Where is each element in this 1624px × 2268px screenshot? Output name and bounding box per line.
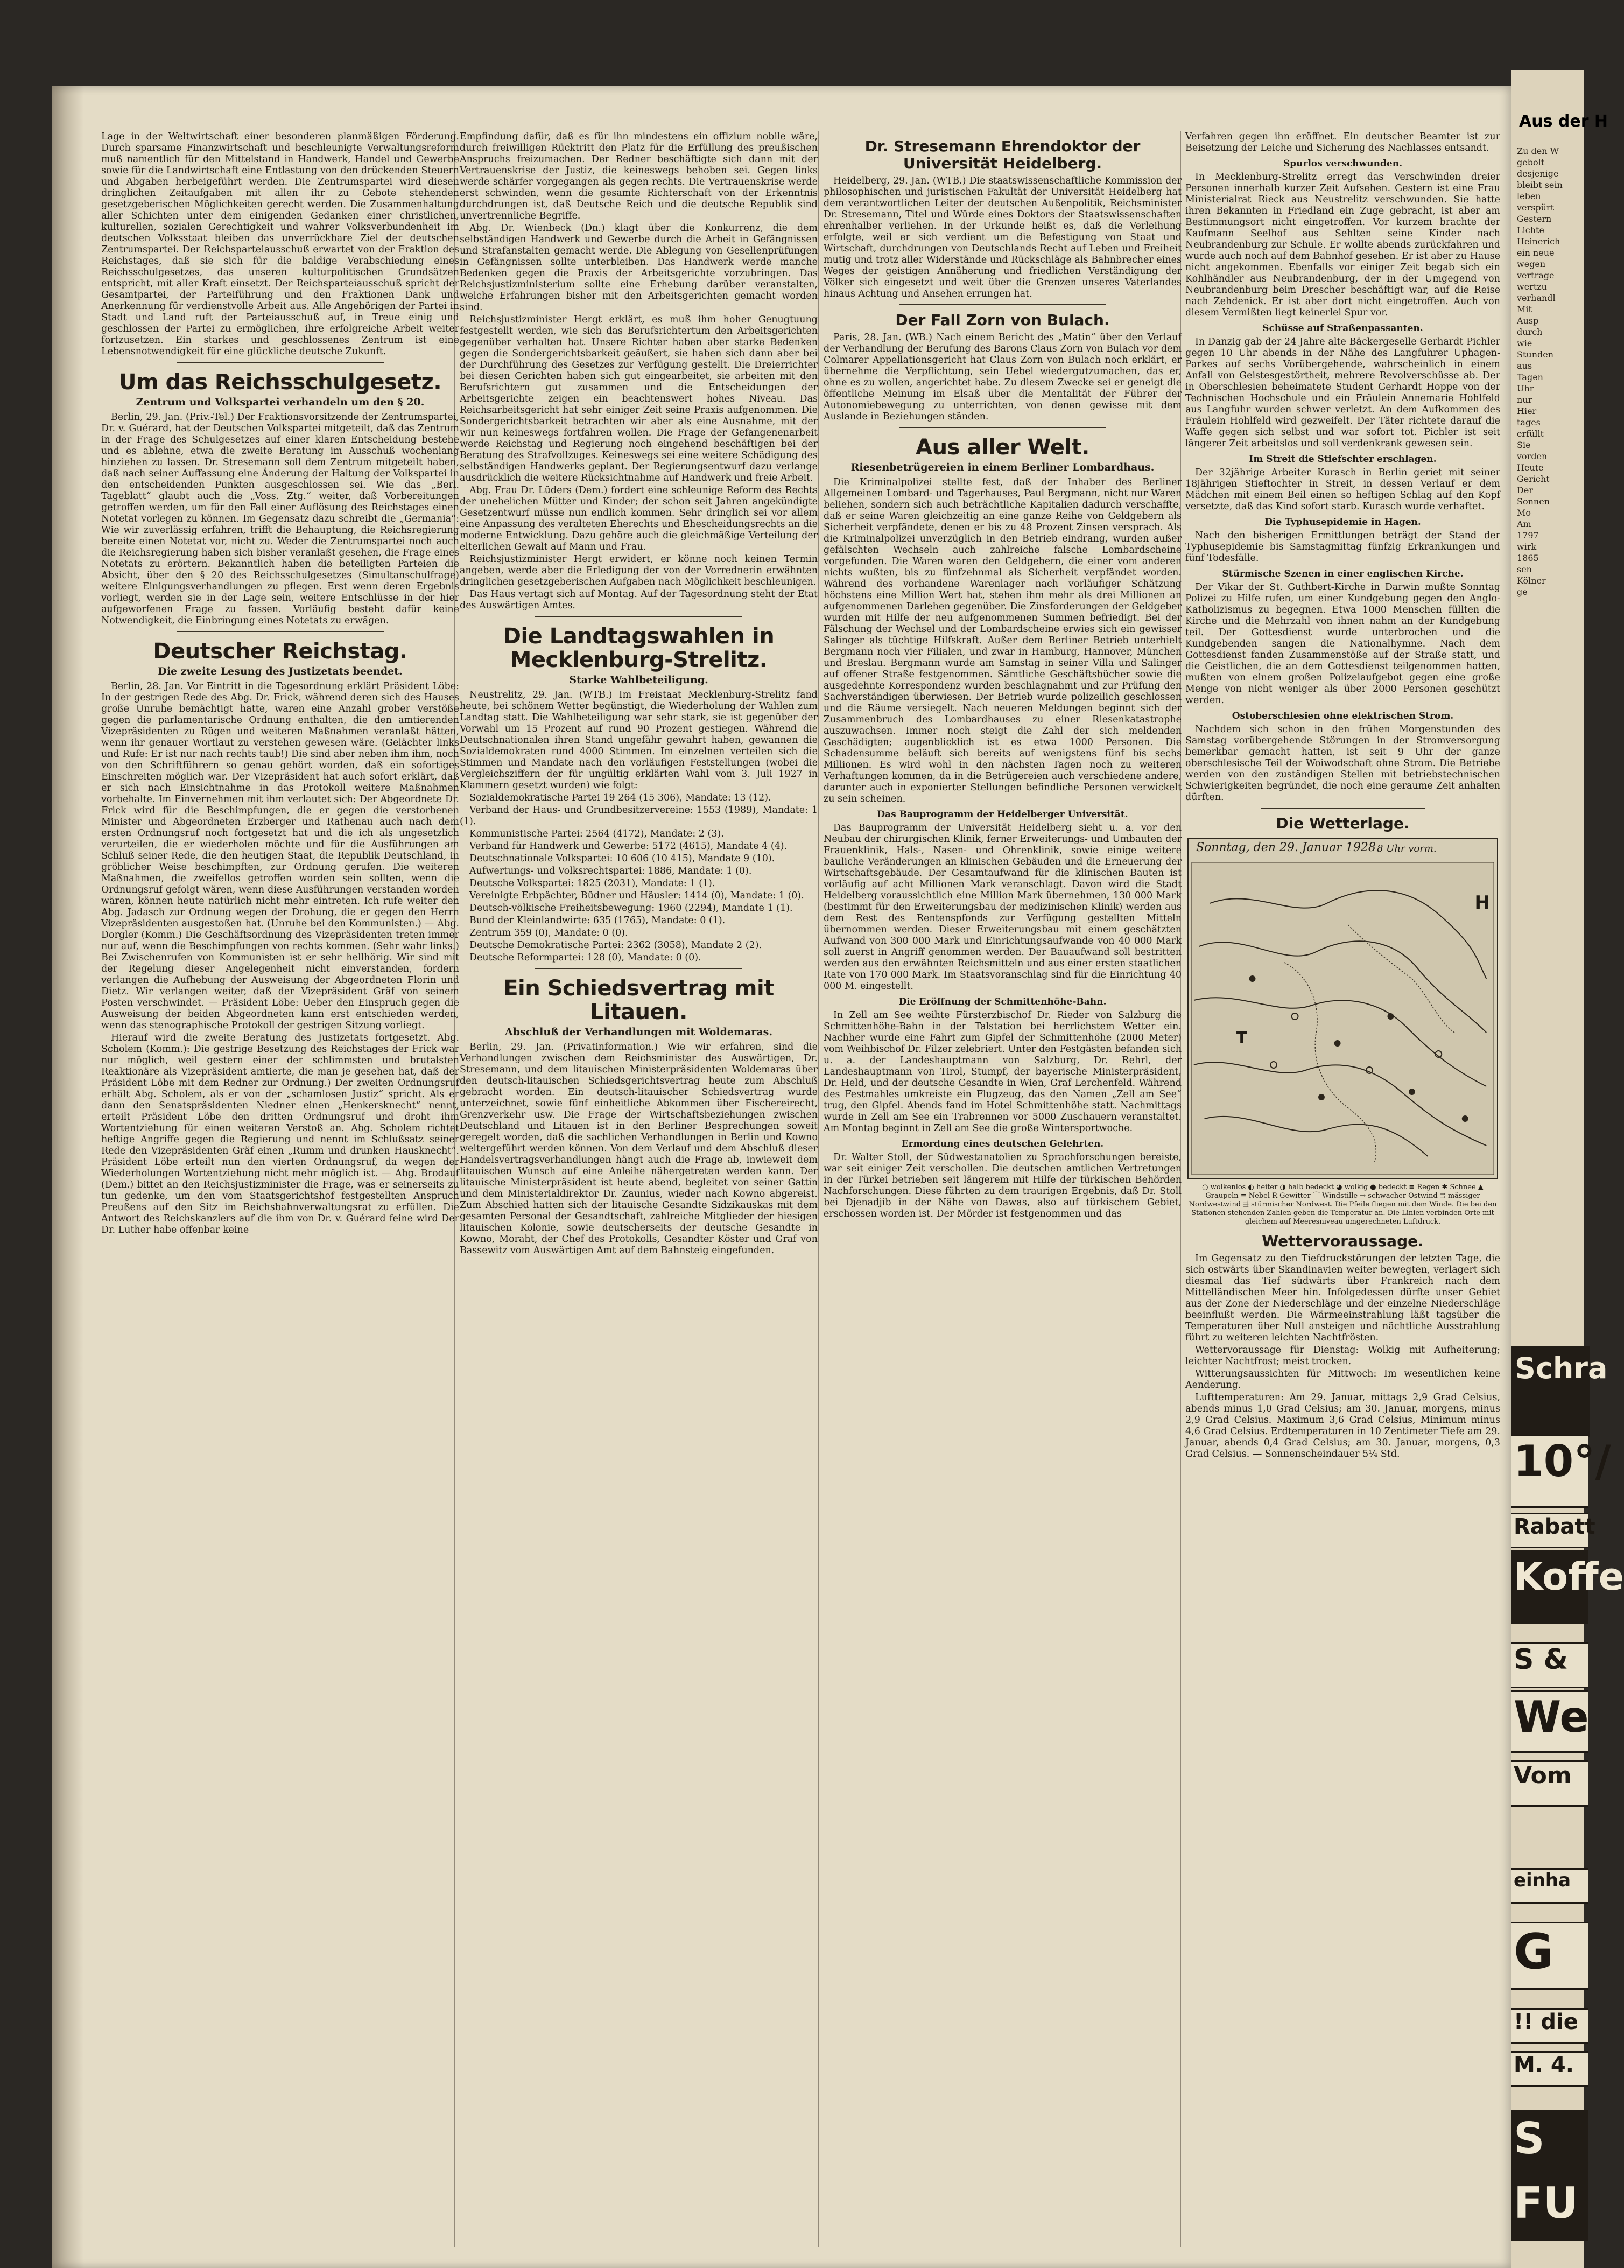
facing-page-line: Heute xyxy=(1517,462,1544,473)
headline-zorn-von-bulach: Der Fall Zorn von Bulach. xyxy=(895,311,1110,329)
ad-block: Rabatt xyxy=(1511,1513,1588,1548)
weather-map-time: 8 Uhr vorm. xyxy=(1377,843,1437,854)
column-4 xyxy=(1185,131,1500,2258)
weather-map xyxy=(1187,838,1498,1179)
article-paragraph: Der Vikar der St. Guthbert-Kirche in Darwin mußte Sonntag Polizei zu Hilfe rufen, um einer Kundgebung gegen den Anglo-Katholizismus zu begegnen. Etwa 1000 Menschen füllten die Kirche und die Mehrzahl von ihnen nahm an der Kundgebung teil. Der Gottesdienst wurde unterbrochen und die Kundgebenden sangen die Nationalhymne. Nach dem Gottesdienst fanden Zusammenstöße auf der Straße statt, und die Geistlichen, die an dem Gottesdienst teilgenommen hatten, mußten von einem großen Polizeiaufgebot gegen eine große Menge von nicht weniger als über 2000 Personen geschützt werden. xyxy=(1185,582,1500,706)
facing-page-line: wie xyxy=(1517,338,1532,348)
facing-page-line: ein neue xyxy=(1517,248,1555,258)
headline-wetterlage: Die Wetterlage. xyxy=(1276,814,1410,832)
facing-page-line: erfüllt xyxy=(1517,429,1544,439)
section-heading: Spurlos verschwunden. xyxy=(1283,158,1403,169)
facing-page-line: leben xyxy=(1517,191,1541,201)
article-paragraph: Heidelberg, 29. Jan. (WTB.) Die staatswissenschaftliche Kommission der philosophischen und juristischen Fakultät der Universität Heidelberg hat dem verantwortlichen Leiter der deutschen Außenpolitik, Reichsminister Dr. Stresemann, Titel und Würde eines Doktors der Staatswissenschaften ehrenhalber verliehen. In der Urkunde heißt es, daß die Verleihung erfolgte, weil er sich verdient um die Befestigung von Staat und Wirtschaft, durchdrungen von Deutschlands Recht auf Leben und Freiheit mutig und trotz aller Widerstände und Rückschläge als Bahnbrecher eines Weges der geistigen Annäherung und friedlichen Verständigung der Völker sich eingesetzt und weit über die Grenzen unseres Vaterlandes hinaus Achtung und Ansehen errungen hat. xyxy=(824,175,1182,299)
result-line: Aufwertungs- und Volksrechtspartei: 1886, Mandate: 1 (0). xyxy=(469,866,752,876)
divider xyxy=(899,427,1106,428)
headline-aus-aller-welt: Aus aller Welt. xyxy=(916,435,1089,460)
ad-block: einha xyxy=(1511,1868,1588,1904)
subheadline: Abschluß der Verhandlungen mit Woldemaras. xyxy=(505,1026,772,1038)
column-1 xyxy=(101,131,459,2258)
article-paragraph: Dr. Walter Stoll, der Südwestanatolien zu Sprachforschungen bereiste, war seit einiger Zeit verschollen. Die deutschen amtlichen Vertretungen in der Türkei betrieben seit längerem mit Hilfe der türkischen Behörden Nachforschungen. Diese führten zu dem traurigen Ergebnis, daß Dr. Stoll bei Djenadjib in der Nähe von Dawas, also auf türkischem Gebiet, erschossen worden ist. Der Mörder ist festgenommen und das xyxy=(824,1152,1182,1219)
result-line: Deutsche Volkspartei: 1825 (2031), Mandate: 1 (1). xyxy=(469,878,715,889)
article-paragraph: Wettervoraussage für Dienstag: Wolkig mit Aufheiterung; leichter Nachtfrost; meist trocken. xyxy=(1185,1345,1500,1367)
divider xyxy=(535,616,742,617)
facing-page-edge xyxy=(1511,70,1624,2268)
column-rule xyxy=(818,131,819,2247)
section-heading: Stürmische Szenen in einer englischen Kirche. xyxy=(1222,568,1464,579)
facing-page-line: 1865 xyxy=(1517,553,1539,563)
article-paragraph: Der 32jährige Arbeiter Kurasch in Berlin geriet mit seiner 18jährigen Stieftochter in Streit, in dessen Verlauf er dem Mädchen mit einem Beil einen so heftigen Schlag auf den Kopf versetzte, daß das Kind sofort starb. Kurasch wurde verhaftet. xyxy=(1185,467,1500,512)
section-heading: Ermordung eines deutschen Gelehrten. xyxy=(901,1139,1104,1149)
result-line: Bund der Kleinlandwirte: 635 (1765), Mandate: 0 (1). xyxy=(469,915,726,926)
ad-block: Schra xyxy=(1511,1346,1590,1437)
column-2 xyxy=(460,131,818,2258)
headline-stresemann: Dr. Stresemann Ehrendoktor der Universität Heidelberg. xyxy=(864,137,1141,172)
section-heading: Die Typhusepidemie in Hagen. xyxy=(1264,517,1421,528)
facing-page-line: desjenige xyxy=(1517,168,1559,179)
facing-page-line: Lichte xyxy=(1517,225,1544,235)
article-paragraph: Berlin, 28. Jan. Vor Eintritt in die Tagesordnung erklärt Präsident Löbe: In der gestrigen Rede des Abg. Dr. Frick, während deren sich des Hauses große Unruhe bemächtigt hatte, waren eine Anzahl grober Verstöße gegen die parlamentarische Ordnung enthalten, die den amtierenden Vizepräsidenten zu Rügen und weiteren Maßnahmen veranlaßt hätten, wenn ihr genauer Wortlaut zu verstehen gewesen wäre. (Gelächter links und Rufe: Er ist nur nach rechts taub!) Die sind aber neben ihm ihm, noch von den Schriftführern so genau gehört worden, daß ein sofortiges Einschreiten möglich war. Der Vizepräsident hat auch sofort erklärt, daß er sich nach Einsichtnahme in das Protokoll weitere Maßnahmen vorbehalte. Im Einvernehmen mit ihm verlautet sich: Der Abgeordnete Dr. Frick wird für die Beschimpfungen, die er gegen die verstorbenen Minister und Abgeordneten Erzberger und Rathenau auch nach dem ersten Ordnungsruf noch fortgesetzt hat und die ich als ungesetzlich verurteilen, die er wiederholen möchte und für die Ausführungen am Schluß seiner Rede, die den heutigen Staat, die Republik Deutschland, in gröblicher Weise beschimpften, zur Ordnung gerufen. Die weiteren Maßnahmen, die zweifellos getroffen worden sein sollten, wenn die Ordnungsruf gefolgt wären, wenn diese Ausführungen verstanden worden wären, können heute natürlich nicht mehr eintreten. Ich rufe weiter den Abg. Jadasch zur Ordnung wegen der Drohung, die er gegen den Herrn Vizepräsidenten ausgestoßen hat. (Unruhe bei den Kommunisten.) — Abg. Dorgler (Komm.) Die Geschäftsordnung des Vizepräsidenten treten immer nur auf, wenn die Beschimpfungen von rechts kommen. (Sehr wahr links.) Bei Zwischenrufen von Kommunisten ist er sehr hellhörig. Wir sind mit der Regelung dieser Angelegenheit nicht einverstanden, fordern verlangen die Aufhebung der Ausweisung der Abgeordneten Florin und Dietz. Wir verlangen weiter, daß der Vizepräsident Gräf von seinem Posten verschwindet. — Präsident Löbe: Ueber den Einspruch gegen die Ausweisung der beiden Abgeordneten kann erst entschieden werden, wenn das stenographische Protokoll der gestrigen Sitzung vorliegt. xyxy=(101,681,459,1031)
facing-page-line: ge xyxy=(1517,587,1528,597)
facing-page-line: durch xyxy=(1517,327,1543,337)
weather-map-date: Sonntag, den 29. Januar 1928. xyxy=(1196,841,1380,854)
facing-page-line: Uhr xyxy=(1517,383,1534,394)
article-paragraph: Hierauf wird die zweite Beratung des Justizetats fortgesetzt. Abg. Scholem (Komm.): Die gestrige Besetzung des Reichstages der Frick war nur möglich, weil gestern einer der schlimmsten und brutalsten Reaktionäre als Vizepräsident amtierte, die man je gesehen hat, daß der Präsident Löbe mit dem Redner zur Ordnung.) Der zweiten Ordnungsruf erhält Abg. Scholem, als er von der „schamlosen Justiz“ spricht. Als er dann den Senatspräsidenten Niedner einen „Henkersknecht“ nennt, erteilt Präsident Löbe den dritten Ordnungsruf und droht ihm Wortentziehung für einen weiteren Verstoß an. Abg. Scholem richtet heftige Angriffe gegen die Regierung und nennt im Schlußsatz seiner Rede den Vizepräsidenten Gräf einen „Rumm und drunken Hausknecht“. Präsident Löbe erteilt nun den vierten Ordnungsruf, da wegen der Wiederholungen Wortentziehung nicht mehr möglich ist. — Abg. Brodauf (Dem.) bittet an den Reichsjustizminister die Frage, was er seinerseits zu tun gedenke, um den vom Staatsgerichtshof festgestellten Anspruch Preußens auf den Sitz im Reichsbahnverwaltungsrat zu erfüllen. Die Antwort des Reichskanzlers auf die ihm von Dr. v. Guérard feine wird Der Dr. Luther habe offenbar keine xyxy=(101,1033,459,1235)
svg-text:T: T xyxy=(1236,1028,1248,1048)
result-line: Deutsch-völkische Freiheitsbewegung: 1960 (2294), Mandate 1 (1). xyxy=(469,903,793,914)
headline-schiedsvertrag: Ein Schiedsvertrag mit Litauen. xyxy=(503,976,774,1024)
weather-legend: ○ wolkenlos ◐ heiter ◑ halb bedeckt ◕ wolkig ● bedeckt ≡ Regen ✱ Schnee ▲ Graupeln ≡ Nebel R Gewitter ⌒ Windstille → schwacher Ostwind ⇉ mässiger Nordwestwind ⇶ stürmischer Nordwest. Die Pfeile fliegen mit dem Winde. Die bei den Stationen stehenden Zahlen geben die Temperatur an. Die Linien verbinden Orte mit gleichem auf Meeresniveau umgerechneten Luftdruck. xyxy=(1189,1183,1497,1226)
section-heading: Im Streit die Stiefschter erschlagen. xyxy=(1249,454,1437,465)
subheadline: Die zweite Lesung des Justizetats beendet. xyxy=(158,665,403,677)
article-paragraph: In Zell am See weihte Fürsterzbischof Dr. Rieder von Salzburg die Schmittenhöhe-Bahn in der Talstation bei herrlichstem Wetter ein. Nachher wurde eine Fahrt zum Gipfel der Schmittenhöhe (2000 Meter) vom Weihbischof Dr. Filzer zelebriert. Unter den Festgästen befanden sich u. a. der Landeshauptmann von Salzburg, Dr. Rehrl, der Landeshauptmann von Tirol, Stumpf, der bayerische Ministerpräsident, Dr. Held, und der deutsche Gesandte in Wien, Graf Lerchenfeld. Während des Festmahles umkreiste ein Flugzeug, das den Namen „Zell am See“ trug, den Gipfel. Abends fand im Hotel Schmittenhöhe statt. Nachmittags wurde in Zell am See ein Trabrennen vor 5000 Zuschauern veranstaltet. Am Montag beginnt in Zell am See die große Wintersportwoche. xyxy=(824,1010,1182,1134)
ad-block: S xyxy=(1511,2110,1588,2176)
article-paragraph: Empfindung dafür, daß es für ihn mindestens ein offizium nobile wäre, durch freiwilligen Rücktritt den Platz für die Erfüllung des preußischen Anspruchs freizumachen. Der Redner beschäftigte sich dann mit der Vertrauenskrise der Justiz, die keineswegs behoben sei. Gegen links werde schärfer vorgegangen als gegen rechts. Die Vertrauenskrise werde erst schwinden, wenn die gesamte Richterschaft von der Erkenntnis durchdrungen ist, daß Deutsche Reich und die deutsche Republik sind unvertrennliche Begriffe. xyxy=(460,131,818,221)
article-paragraph: Witterungsaussichten für Mittwoch: Im wesentlichen keine Aenderung. xyxy=(1185,1368,1500,1391)
column-3 xyxy=(824,131,1182,2258)
article-paragraph: Das Haus vertagt sich auf Montag. Auf der Tagesordnung steht der Etat des Auswärtigen Amtes. xyxy=(460,589,818,611)
headline-reichstag: Deutscher Reichstag. xyxy=(153,639,407,664)
divider xyxy=(177,362,384,363)
divider xyxy=(899,304,1106,305)
facing-page-line: verspürt xyxy=(1517,202,1554,213)
facing-page-line: Kölner xyxy=(1517,575,1546,586)
facing-page-line: Sonnen xyxy=(1517,496,1550,507)
facing-page-line: vorden xyxy=(1517,451,1548,461)
ad-block: Koffe xyxy=(1511,1550,1588,1624)
divider xyxy=(535,968,742,969)
article-paragraph: Abg. Dr. Wienbeck (Dn.) klagt über die Konkurrenz, die dem selbständigen Handwerk und Gewerbe durch die Arbeit in Gefängnissen und Strafanstalten gemacht werde. Die Ablegung von Gesellenprüfungen in Gefängnissen sollte unterbleiben. Das Handwerk werde manche Bedenken gegen die Praxis der Arbeitsgerichte vorzubringen. Das Reichsjustizministerium sollte eine Erhebung darüber veranstalten, welche Erfahrungen bisher mit den Arbeitsgerichten gemacht worden sind. xyxy=(460,223,818,313)
facing-page-line: nur xyxy=(1517,395,1532,405)
headline-wettervoraussage: Wettervoraussage. xyxy=(1262,1232,1424,1250)
section-heading: Schüsse auf Straßenpassanten. xyxy=(1262,323,1423,334)
divider xyxy=(177,631,384,632)
facing-page-line: Gericht xyxy=(1517,474,1550,484)
article-paragraph: Das Bauprogramm der Universität Heidelberg sieht u. a. vor den Neubau der chirurgischen Klinik, ferner Erweiterungs- und Umbauten der Frauenklinik, Hals-, Nasen- und Ohrenklinik, sowie einige weitere bauliche Veränderungen an klinischen Gebäuden und die Erneuerung der Wirtschaftsgebäude. Der Gesamtaufwand für die klinischen Bauten ist vorläufig auf acht Millionen Mark veranschlagt. Davon wird die Stadt Heidelberg voraussichtlich eine Million Mark übernehmen, 130 000 Mark (bestimmt für den Erweiterungsbau der medizinischen Klinik) werden aus dem Rest des Rentenspfonds zur Verfügung gestellten Mitteln übernommen werden. Dieser Erweiterungsbau mit einem geschätzten Aufwand von 300 000 Mark und Einrichtungsaufwande von 40 000 Mark soll zuerst in Angriff genommen werden. Der Bauaufwand soll bestritten werden aus den erwähnten Reichsmitteln und aus einer ersten staatlichen Rate von 170 000 Mark. Im Staatsvoranschlag sind für die Einrichtung 40 000 M. eingestellt. xyxy=(824,823,1182,992)
facing-page-line: wirk xyxy=(1517,542,1537,552)
facing-page-line: gebolt xyxy=(1517,157,1545,167)
result-line: Deutsche Reformpartei: 128 (0), Mandate: 0 (0). xyxy=(469,952,701,963)
facing-page-line: Zu den W xyxy=(1517,146,1559,156)
facing-page-line: wertzu xyxy=(1517,282,1547,292)
article-paragraph: Verfahren gegen ihn eröffnet. Ein deutscher Beamter ist zur Beisetzung der Leiche und Sicherung des Nachlasses entsandt. xyxy=(1185,131,1500,153)
ad-block: !! die xyxy=(1511,2008,1588,2044)
article-paragraph: Berlin, 29. Jan. (Privatinformation.) Wie wir erfahren, sind die Verhandlungen zwischen dem Reichsminister des Auswärtigen, Dr. Stresemann, und dem litauischen Ministerpräsidenten Woldemaras über den deutsch-litauischen Schiedsgerichtsvertrag heute zum Abschluß gebracht worden. Ein deutsch-litauischer Schiedsvertrag wurde unterzeichnet, sowie fünf einheitliche Abkommen über Fischereirecht, Grenzverkehr usw. Die Frage der Wirtschaftsbeziehungen zwischen Deutschland und Litauen ist in den Berliner Besprechungen soweit geregelt worden, daß die sachlichen Verhandlungen in Berlin und Kowno weitergeführt werden können. Von dem Verlauf und dem Abschluß dieser Handelsvertragsverhandlungen hängt auch die Frage ab, inwieweit dem litauischen Wunsch auf eine Anleihe nähergetreten werden kann. Der litauische Ministerpräsident ist heute abend, begleitet von seiner Gattin und dem Ministerialdirektor Dr. Zaunius, wieder nach Kowno abgereist. Zum Abschied hatten sich der litauische Gesandte Sidzikauskas mit dem gesamten Personal der Gesandtschaft, zahlreiche Mitglieder der hiesigen litauischen Kolonie, sowie deutscherseits der deutsche Gesandte in Kowno, Moraht, der Chef des Protokolls, Gesandter Köster und Graf von Bassewitz vom Auswärtigen Amt auf dem Bahnsteig eingefunden. xyxy=(460,1042,818,1256)
facing-page-line: Ausp xyxy=(1517,315,1539,326)
facing-page-line: bleibt sein xyxy=(1517,180,1563,190)
facing-page-line: aus xyxy=(1517,361,1532,371)
facing-page-line: Gestern xyxy=(1517,214,1552,224)
ad-block: 10°/ xyxy=(1511,1435,1588,1508)
facing-page-line: Tagen xyxy=(1517,372,1543,382)
result-line: Zentrum 359 (0), Mandate: 0 (0). xyxy=(469,928,628,938)
svg-text:H: H xyxy=(1474,891,1490,914)
facing-page-line: Stunden xyxy=(1517,349,1554,360)
weather-map-drawing xyxy=(1189,839,1497,1178)
result-line: Vereinigte Erbpächter, Büdner und Häusler: 1414 (0), Mandate: 1 (0). xyxy=(469,890,804,901)
ad-block: Vom xyxy=(1511,1760,1588,1807)
ad-block: G xyxy=(1511,1922,1588,1990)
facing-page-line: verhandl xyxy=(1517,293,1556,303)
facing-page-headline: Aus der H xyxy=(1519,112,1608,131)
article-paragraph: Berlin, 29. Jan. (Priv.-Tel.) Der Fraktionsvorsitzende der Zentrumspartei, Dr. v. Guérard, hat der Deutschen Volkspartei mitgeteilt, daß das Zentrum in der Frage des Schulgesetzes auf einer klaren Entscheidung bestehe und es ablehne, etwa die zweite Beratung im Ausschuß wochenlang hinziehen zu lassen. Dr. Stresemann soll dem Zentrum mitgeteilt haben, daß nach seiner Auffassung eine Änderung der Haltung der Volkspartei in den entscheidenden Punkten ausgeschlossen sei. Wie das „Berl. Tageblatt“ glaubt auch die „Voss. Ztg.“ weiter, daß Vorbereitungen getroffen werden, um für den Fall einer Auflösung des Reichstages einen Notetat vorlegen zu können. Im Gegensatz dazu schreibt die „Germania“: Wie wir zuverlässig erfahren, trifft die Behauptung, die Reichsregierung bereite einen Notetat vor, nicht zu. Weder die Zentrumspartei noch auch die Reichsregierung haben sich bisher veranlaßt gesehen, die Frage eines Notetats zu erörtern. Bekanntlich haben die beteiligten Parteien die Absicht, über den § 20 des Reichsschulgesetzes (Simultanschulfrage) weitere Einigungsverhandlungen zu pflegen. Erst wenn deren Ergebnis vorliegt, werden sie in der Lage sein, weitere Entschlüsse in der hier aufgeworfenen Frage zu fassen. Vorläufig besteht dafür keine Notwendigkeit, die Einbringung eines Notetats zu erwägen. xyxy=(101,412,459,626)
facing-page-line: Sie xyxy=(1517,440,1531,450)
article-paragraph: Lage in der Weltwirtschaft einer besonderen planmäßigen Förderung. Durch sparsame Finanzwirtschaft und beschleunigte Verwaltungsreform muß namentlich für den Mittelstand in Handwerk, Handel und Gewerbe sowie für die Landwirtschaft eine Entlastung von den drückenden Steuern und Abgaben herbeigeführt werden. Die Zentrumspartei wird diesen dringlichen Zeitaufgaben mit allen ihr zu Gebote stehenden gesetzgeberischen Möglichkeiten gerecht werden. Die Zusammenhaltung aller Schichten unter dem einigenden Gedanken einer christlichen, kulturellen, sozialen Gerechtigkeit und wahrer Volksverbundenheit im deutschen Volksstaat bleiben das unverrückbare Ziel der deutschen Zentrumspartei. Der Reichsparteiausschuß erwartet von der Fraktion des Reichstages, daß sie sich für die baldige Verabschiedung eines Reichsschulgesetzes, das unseren kulturpolitischen Grundsätzen entspricht, mit aller Kraft einsetzt. Der Reichsparteiausschuß spricht der Gesamtpartei, der Parteiführung und den Fraktionen Dank und Anerkennung für verdienstvolle Arbeit aus. Alle Angehörigen der Partei in Stadt und Land ruft der Parteiausschuß auf, in Treue einig und geschlossen der Partei zu ermöglichen, ihre erfolgreiche Arbeit weiter fortzusetzen. Ein starkes und geschlossenes Zentrum ist eine Lebensnotwendigkeit für eine glückliche deutsche Zukunft. xyxy=(101,131,459,357)
newspaper-page xyxy=(52,86,1511,2268)
ad-block: We xyxy=(1511,1690,1588,1753)
article-paragraph: Die Kriminalpolizei stellte fest, daß der Inhaber des Berliner Allgemeinen Lombard- und Tagerhauses, Paul Bergmann, nicht nur Waren beliehen, sondern sich auch beträchtliche Kapitalien dadurch verschaffte, daß er seine Waren gleichzeitig an eine ganze Reihe von Geldgebern als Sicherheit verpfändete, denen er bis zu 48 Prozent Zinsen versprach. Als die Kriminalpolizei unverzüglich in den Betrieb eindrang, wurden außer gefälschten Wechseln auch zahlreiche falsche Lombardscheine vorgefunden. Die Waren waren den Geldgebern, die einer vom anderen nichts wußten, bis zu fünfzehnmal als Sicherheit verpfändet worden. Während des vorhandene Warenlager nach vorläufiger Schätzung höchstens eine Million Wert hat, stehen ihm mehr als drei Millionen an aufgenommenen Darlehen gegenüber. Die Zinsforderungen der Geldgeber wurden mit Hilfe der neu aufgenommenen Summen befriedigt. Bei der Fälschung der Wechsel und der Lombardscheine erwies sich ein gewisser Salinger als tüchtige Hilfskraft. Außer dem Berliner Betrieb unterhielt Bergmann noch vier Filialen, und zwar in Hamburg, Hannover, München und Breslau. Bergmann wurde am Samstag in seiner Villa und Salinger auf offener Straße festgenommen. Sämtliche Geschäftsbücher sowie die ausgedehnte Korrespondenz wurden beschlagnahmt und zur Prüfung den Sachverständigen überwiesen. Der Betrieb wurde polizeilich geschlossen und die Räume versiegelt. Nach neueren Meldungen beginnt sich der Zusammenbruch des Lombardhauses zu einer Riesenkatastrophe auszuwachsen. Immer noch steigt die Zahl der sich meldenden Geschädigten; augenblicklich ist es etwa 1000 Personen. Die Schadensumme beläuft sich bereits auf wenigstens fünf bis sechs Millionen. Es wird wohl in den nächsten Tagen noch zu weiteren Verhaftungen kommen, da in die Betrügereien auch verschiedene andere, darunter auch in exponierter Stellungen befindliche Personen verwickelt zu sein scheinen. xyxy=(824,477,1182,804)
article-paragraph: Lufttemperaturen: Am 29. Januar, mittags 2,9 Grad Celsius, abends minus 1,0 Grad Celsius; am 30. Januar, morgens, minus 2,9 Grad Celsius. Maximum 3,6 Grad Celsius, Minimum minus 4,6 Grad Celsius. Erdtemperaturen in 10 Zentimeter Tiefe am 29. Januar, abends 0,4 Grad Celsius; am 30. Januar, morgens, 0,3 Grad Celsius. — Sonnenscheindauer 5¼ Std. xyxy=(1185,1392,1500,1459)
result-line: Verband für Handwerk und Gewerbe: 5172 (4615), Mandate 4 (4). xyxy=(469,841,788,852)
headline-landtagswahlen: Die Landtagswahlen in Mecklenburg-Strelitz. xyxy=(503,624,775,672)
facing-page-line: Hier xyxy=(1517,406,1537,416)
result-line: Deutschnationale Volkspartei: 10 606 (10 415), Mandate 9 (10). xyxy=(469,853,775,864)
facing-page-text xyxy=(1517,145,1584,598)
article-paragraph: Im Gegensatz zu den Tiefdruckstörungen der letzten Tage, die sich ostwärts über Skandinavien weiter bewegten, verlagert sich diesmal das Tief südwärts über Frankreich nach dem Mittelländischen Meer hin. Infolgedessen dürfte unser Gebiet aus der Zone der Niederschläge und der einzelne Niederschläge beeinflußt werden. Die Wärmeeinstrahlung läßt tagsüber die Temperaturen über Null ansteigen und nächtliche Ausstrahlung führt zu weiteren leichten Nachtfrösten. xyxy=(1185,1253,1500,1343)
facing-page-line: Der xyxy=(1517,485,1533,495)
ad-block: S & xyxy=(1511,1642,1588,1688)
headline-reichsschulgesetz: Um das Reichsschulgesetz. xyxy=(118,370,442,395)
facing-page-line: sen xyxy=(1517,564,1532,574)
facing-page-line: vertrage xyxy=(1517,270,1555,280)
article-paragraph: In Mecklenburg-Strelitz erregt das Verschwinden dreier Personen innerhalb kurzer Zeit Aufsehen. Gestern ist eine Frau Ministerialrat Rieck aus Neustrelitz verschwunden. Sie hatte ihren Bekannten in Friedland ein Zuge gebracht, ist aber am Bestimmungsort nicht eingetroffen. Vor kurzem brachte der Kaufmann Seelhof aus Sehlten seine Kinder nach Neubrandenburg zur Schule. Er wollte abends zurückfahren und wurde auch noch auf dem Bahnhof gesehen. Er ist aber zu Hause nicht angekommen. Ebenfalls vor einiger Zeit begab sich ein Kohlhändler aus Neubrandenburg, der in der Umgegend von Neubrandenburg beim Drescher beschäftigt war, auf die Reise nach Zehdenick. Er ist aber dort nicht eingetroffen. Auch von diesem Vermißten liegt keinerlei Spur vor. xyxy=(1185,172,1500,318)
section-heading: Das Bauprogramm der Heidelberger Universität. xyxy=(877,809,1128,820)
facing-page-line: Mit xyxy=(1517,304,1532,314)
facing-page-line: Am xyxy=(1517,519,1531,529)
result-line: Deutsche Demokratische Partei: 2362 (3058), Mandate 2 (2). xyxy=(469,940,762,951)
facing-page-line: Mo xyxy=(1517,508,1531,518)
article-paragraph: Neustrelitz, 29. Jan. (WTB.) Im Freistaat Mecklenburg-Strelitz fand heute, bei schönem Wetter begünstigt, die Wiederholung der Wahlen zum Landtag statt. Die Wahlbeteiligung war sehr stark, sie ist gegenüber der Vorwahl um 15 Prozent auf rund 90 Prozent gestiegen. Während die Deutschnationalen ihren Stand ungefähr gewahrt haben, gewannen die Sozialdemokraten rund 4000 Stimmen. Im einzelnen verteilen sich die Stimmen und Mandate nach den vorläufigen Feststellungen (wobei die Vergleichsziffern der für ungültig erklärten Wahl vom 3. Juli 1927 in Klammern gesetzt wurden) wie folgt: xyxy=(460,690,818,791)
subheadline: Riesenbetrügereien in einem Berliner Lombardhaus. xyxy=(850,461,1155,473)
article-paragraph: In Danzig gab der 24 Jahre alte Bäckergeselle Gerhardt Pichler gegen 10 Uhr abends in der Nähe des Langfuhrer Uphagen-Parkes auf sechs Vorübergehende, wahrscheinlich in einem Anfall von Geistesgestörtheit, mehrere Revolverschüsse ab. Der in Oberschlesien beheimatete Student Gerhardt Hoppe von der Technischen Hochschule und ein Fräulein Annemarie Hohlfeld aus Langfuhr wurden schwer verletzt. An dem Aufkommen des Fräulein Hohlfeld wird gezweifelt. Der Täter richtete darauf die Waffe gegen sich selbst und war sofort tot. Pichler ist seit längerer Zeit arbeitslos und soll verdenkrank gewesen sein. xyxy=(1185,336,1500,449)
subheadline: Starke Wahlbeteiligung. xyxy=(569,674,708,686)
article-paragraph: Nach den bisherigen Ermittlungen beträgt der Stand der Typhusepidemie bis Samstagmittag fünfzig Erkrankungen und fünf Todesfälle. xyxy=(1185,530,1500,564)
article-paragraph: Reichsjustizminister Hergt erklärt, es muß ihm hoher Genugtuung festgestellt werden, wie sich das Berufsrichtertum den Arbeitsgerichten gegenüber verhalten hat. Unsere Richter haben aber starke Bedenken gegen die Sondergerichtsbarkeit geäußert, sie haben sich dann aber bei der Durchführung des Gesetzes zur Verfügung gestellt. Die Dreierrichter bei diesen Gerichten haben sich gut eingearbeitet, sie arbeiten mit den Berufsrichtern gut zusammen und die Entscheidungen der Arbeitsgerichte zeigen ein beachtenswert hohes Niveau. Das Reichsarbeitsgericht hat sehr einiger Zeit seine Praxis aufgenommen. Die Sondergerichtsbarkeit betrachten wir aber als eine Ausnahme, mit der wir nun keineswegs fortfahren wollen. Die Frage der Gefangenenarbeit werde Reichstag und Regierung noch eingehend beschäftigen bei der Beratung des Strafvollzuges. Keineswegs sei eine weitere Schädigung des selbständigen Handwerks geplant. Der Regierungsentwurf dazu verlange ausdrücklich die weitere Rücksichtnahme auf Handwerk und freie Arbeit. xyxy=(460,314,818,483)
subheadline: Zentrum und Volkspartei verhandeln um den § 20. xyxy=(136,396,425,408)
facing-page-line: 1797 xyxy=(1517,530,1539,540)
ad-block: M. 4. xyxy=(1511,2051,1588,2087)
article-paragraph: Paris, 28. Jan. (WB.) Nach einem Bericht des „Matin“ über den Verlauf der Verhandlung der Berufung des Barons Claus Zorn von Bulach vor dem Colmarer Appellationsgericht hat Claus Zorn von Bulach noch erklärt, er übernehme die Verpflichtung, sein Uebel wiedergutzumachen, das er, ohne es zu wollen, angerichtet habe. Zu diesem Zwecke sei er geneigt die öffentliche Meinung im Elsaß über die Mentalität der Führer der Autonomiebewegung zu unterrichten, von denen gewisse mit dem Auslande in Beziehungen ständen. xyxy=(824,332,1182,422)
facing-page-line: wegen xyxy=(1517,259,1546,269)
divider xyxy=(1261,808,1425,809)
ad-block: FU xyxy=(1511,2175,1588,2241)
article-paragraph: Reichsjustizminister Hergt erwidert, er könne noch keinen Termin angeben, werde aber die Erledigung der von der Vorrednerin erwähnten dringlichen gesetzgeberischen Aufgaben nach Möglichkeit beschleunigen. xyxy=(460,554,818,587)
result-line: Verband der Haus- und Grundbesitzervereine: 1553 (1989), Mandate: 1 (1). xyxy=(460,805,818,827)
facing-page-line: Heinerich xyxy=(1517,236,1560,247)
section-heading: Ostoberschlesien ohne elektrischen Strom. xyxy=(1232,711,1454,721)
article-paragraph: Abg. Frau Dr. Lüders (Dem.) fordert eine schleunige Reform des Rechts der unehelichen Mütter und Kinder; der schon seit Jahren angekündigte Gesetzentwurf müsse nun endlich kommen. Sehr dringlich sei vor allem eine Anpassung des veralteten Eherechts und Ehescheidungsrechts an die moderne Entwicklung. Dazu gehöre auch die gleichmäßige Verteilung der elterlichen Gewalt auf Mann und Frau. xyxy=(460,485,818,552)
article-paragraph: Nachdem sich schon in den frühen Morgenstunden des Samstag vorübergehende Störungen in der Stromversorgung bemerkbar gemacht hatten, ist seit 9 Uhr der ganze oberschlesische Teil der Woiwodschaft ohne Strom. Die Betriebe werden von den zuständigen Stellen mit betriebstechnischen Schwierigkeiten begründet, die noch eine geraume Zeit anhalten dürften. xyxy=(1185,724,1500,803)
section-heading: Die Eröffnung der Schmittenhöhe-Bahn. xyxy=(898,996,1107,1007)
result-line: Kommunistische Partei: 2564 (4172), Mandate: 2 (3). xyxy=(469,828,724,839)
facing-page-line: tages xyxy=(1517,417,1541,427)
result-line: Sozialdemokratische Partei 19 264 (15 306), Mandate: 13 (12). xyxy=(469,792,771,803)
